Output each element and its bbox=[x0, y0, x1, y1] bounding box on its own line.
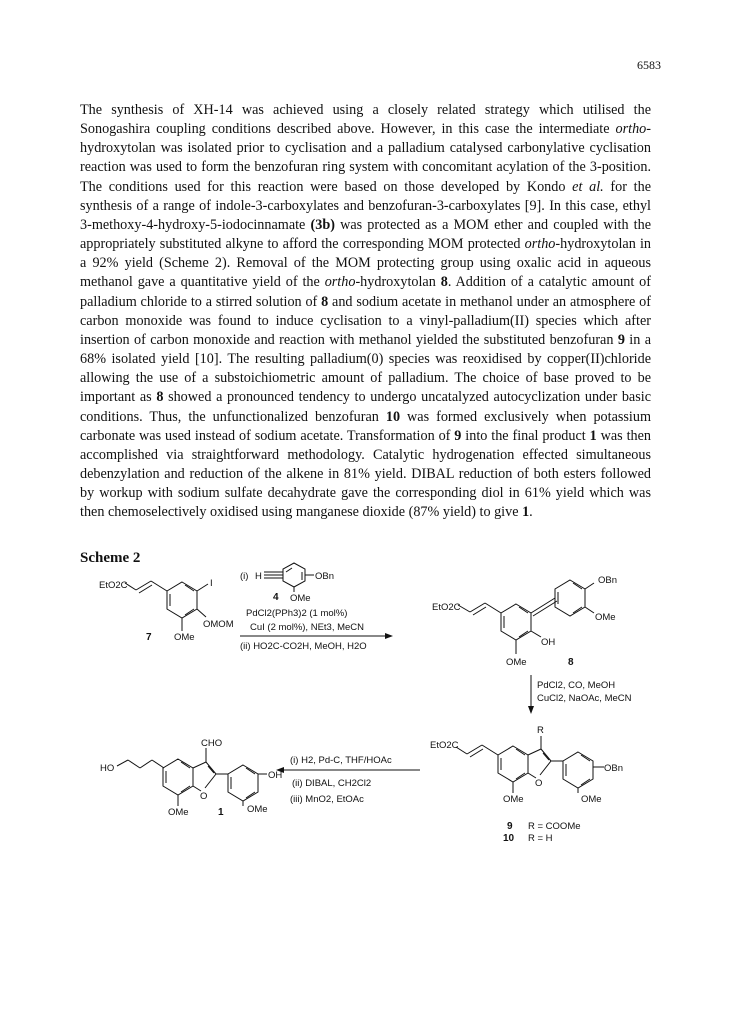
compound-1-ho-label: HO bbox=[100, 763, 115, 774]
text-run: was formed exclusively when potassium carbonate was used instead of sodium acetate. Transformation of bbox=[80, 408, 651, 444]
compound-1-structure bbox=[117, 748, 267, 806]
compound-9-r-label: R bbox=[537, 725, 544, 736]
step2-line1: PdCl2, CO, MeOH bbox=[537, 680, 616, 691]
compound-7-mom-label: OMOM bbox=[203, 619, 234, 630]
page-number: 6583 bbox=[637, 58, 661, 72]
compound-7-structure bbox=[125, 581, 208, 631]
compound-1-oh-label: OH bbox=[268, 770, 283, 781]
text-run: 9 bbox=[617, 331, 625, 348]
step1-arrowhead bbox=[385, 633, 393, 639]
alkyne-obn-label: OBn bbox=[315, 571, 335, 582]
text-run: -hydroxytolan in a 92% yield (Scheme 2). Removal of the MOM protecting group using oxalic acid in aqueous methanol gave a quantitative yield of the bbox=[80, 236, 651, 291]
text-run: 10 bbox=[385, 408, 401, 425]
step1-i-prefix: (i) bbox=[240, 571, 249, 582]
text-run: ortho bbox=[615, 121, 647, 138]
compound-8-oh-label: OH bbox=[541, 637, 556, 648]
compound-10-definition: R = H bbox=[528, 833, 553, 844]
compound-7-ome-label: OMe bbox=[174, 632, 195, 643]
text-run: 9 bbox=[454, 427, 462, 444]
text-run: and sodium acetate in methanol under an atmosphere of carbon monoxide was found to induce cyclisation to a vinyl-palladium(II) species which after insertion of carbon monoxide and reaction with methanol yielded the substituted benzofuran bbox=[80, 293, 651, 348]
step2-line2: CuCl2, NaOAc, MeCN bbox=[537, 693, 632, 704]
compound-1-ome2-label: OMe bbox=[247, 804, 268, 815]
compound-8-number: 8 bbox=[568, 657, 574, 668]
compound-9-obn-label: OBn bbox=[604, 763, 624, 774]
compound-9-ester-label: EtO2C bbox=[430, 740, 459, 751]
compound-7-ester-label: EtO2C bbox=[99, 580, 128, 591]
compound-7-number: 7 bbox=[146, 632, 152, 643]
text-run: ortho bbox=[324, 274, 356, 291]
text-run: 1 bbox=[522, 504, 530, 521]
text-run: . Addition of a catalytic amount of palladium chloride to a stirred solution of bbox=[80, 274, 651, 310]
step1-ii: (ii) HO2C-CO2H, MeOH, H2O bbox=[240, 641, 367, 652]
compound-7-iodo-label: I bbox=[210, 578, 213, 589]
compound-8-ome-top-label: OMe bbox=[595, 612, 616, 623]
alkyne-number: 4 bbox=[273, 592, 279, 603]
compound-9-o-label: O bbox=[535, 778, 543, 789]
compound-8-structure bbox=[458, 580, 594, 654]
alkyne-h-label: H bbox=[255, 571, 262, 582]
compound-1-cho-label: CHO bbox=[201, 738, 223, 749]
text-run: ortho bbox=[524, 236, 556, 253]
text-run: . bbox=[529, 504, 533, 521]
compound-9-definition: R = COOMe bbox=[528, 821, 581, 832]
text-run: was protected as a MOM ether and coupled with the appropriately substituted alkyne to afford the corresponding MOM protected bbox=[80, 216, 651, 253]
text-run: 8 bbox=[321, 293, 329, 310]
compound-8-ester-label: EtO2C bbox=[432, 602, 461, 613]
text-run: et al. bbox=[572, 178, 604, 195]
compound-9-number: 9 bbox=[507, 821, 513, 832]
text-run: -hydroxytolan was isolated prior to cyclisation and a palladium catalysed carbonylative cyclisation reaction was used to form the benzofuran ring system with concomitant acylation of the 3-position. The conditions used for this reaction were based on those developed by Kondo bbox=[80, 121, 651, 195]
alkyne-ome-label: OMe bbox=[290, 593, 311, 604]
step3-iii: (iii) MnO2, EtOAc bbox=[290, 794, 364, 805]
compound-10-number: 10 bbox=[503, 833, 515, 844]
step2-arrowhead bbox=[528, 706, 534, 714]
step3-ii: (ii) DIBAL, CH2Cl2 bbox=[292, 778, 372, 789]
compound-9-structure bbox=[456, 736, 604, 793]
text-run: The synthesis of XH-14 was achieved using a closely related strategy which utilised the Sonogashira coupling conditions described above. However, in this case the intermediate bbox=[80, 102, 651, 138]
text-run: in a 68% isolated yield [10]. The resulting palladium(0) species was reoxidised by copper(II)chloride allowing the use of a substoichiometric amount of palladium. The choice of base proved to be important as bbox=[80, 331, 651, 406]
text-run: 1 bbox=[589, 427, 597, 444]
compound-1-o-label: O bbox=[200, 791, 208, 802]
compound-1-ome1-label: OMe bbox=[168, 807, 189, 818]
scheme-heading: Scheme 2 bbox=[80, 550, 141, 566]
text-run: for the synthesis of a range of indole-3-carboxylates and benzofuran-3-carboxylates [9]. In this case, ethyl 3-methoxy-4-hydroxy-5-iodocinnamate bbox=[80, 178, 651, 233]
alkyne-4-structure bbox=[264, 563, 314, 592]
compound-9-ome2-label: OMe bbox=[581, 794, 602, 805]
text-run: was then accomplished via straightforward methodology. Catalytic hydrogenation effected simultaneous debenzylation and reduction of the alkene in 81% yield. DIBAL reduction of both esters followed by workup with sodium sulfate decahydrate gave the corresponding diol in 61% yield which was then chemoselectively oxidised using manganese dioxide (87% yield) to give bbox=[80, 427, 652, 521]
text-run: 8 bbox=[156, 389, 164, 406]
step1-catalyst: PdCl2(PPh3)2 (1 mol%) bbox=[246, 608, 348, 619]
compound-8-obn-label: OBn bbox=[598, 575, 618, 586]
compound-1-number: 1 bbox=[218, 807, 224, 818]
step3-i: (i) H2, Pd-C, THF/HOAc bbox=[290, 755, 392, 766]
text-run: showed a pronounced tendency to undergo uncatalyzed autocyclization under basic conditions. Thus, the unfunctionalized benzofuran bbox=[80, 389, 651, 425]
text-run: 8 bbox=[440, 274, 448, 291]
text-run: (3b) bbox=[310, 216, 335, 233]
text-run: into the final product bbox=[461, 427, 590, 444]
compound-8-ome-label: OMe bbox=[506, 657, 527, 668]
compound-9-ome1-label: OMe bbox=[503, 794, 524, 805]
text-run: -hydroxytolan bbox=[355, 274, 441, 291]
step1-conditions: CuI (2 mol%), NEt3, MeCN bbox=[250, 622, 365, 633]
